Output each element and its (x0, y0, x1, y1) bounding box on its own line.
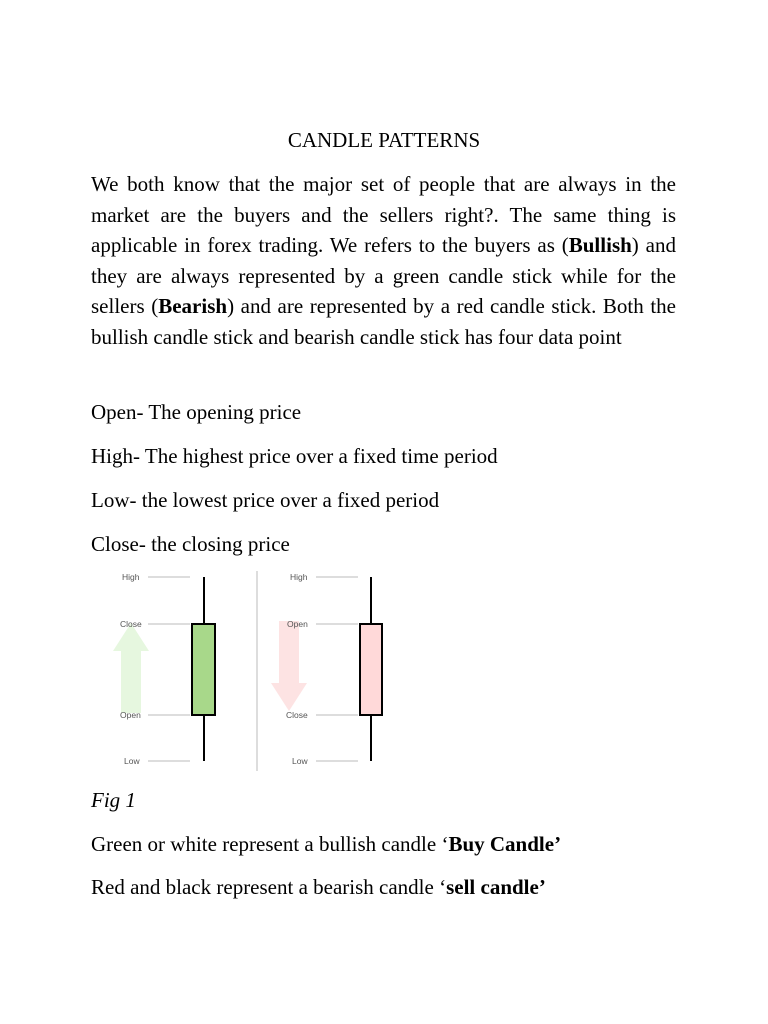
candle-diagram (110, 565, 400, 777)
bearish-candle-panel (271, 572, 382, 766)
sell-candle-term: sell candle (446, 875, 539, 899)
summary-bullish (91, 830, 561, 858)
bearish-term: Bearish (158, 294, 228, 318)
bearish-down-arrow (271, 621, 307, 711)
bearish-label-open: Open (287, 619, 308, 629)
bearish-label-low: Low (292, 756, 308, 766)
summary-bearish (91, 873, 546, 901)
definition-high: High- The highest price over a fixed time period (91, 444, 498, 468)
bullish-term: Bullish (568, 233, 632, 257)
bullish-label-high: High (122, 572, 140, 582)
bullish-candle-body (192, 624, 215, 715)
summary-bearish-text: Red and black represent a bearish candle ‘ (91, 875, 447, 899)
definition-close: Close- the closing price (91, 532, 290, 556)
figure-caption: Fig 1 (91, 788, 136, 812)
bullish-label-low: Low (124, 756, 140, 766)
intro-text-2: ) and they are always represented by a green candle stick while for the sellers ( (91, 233, 676, 318)
candle-figure (110, 565, 400, 777)
bearish-label-close: Close (286, 710, 308, 720)
bearish-label-high: High (290, 572, 308, 582)
summary-bullish-quote: ’ (554, 832, 562, 856)
definition-open: Open- The opening price (91, 400, 302, 424)
bullish-up-arrow (113, 623, 149, 713)
bullish-candle-panel (113, 572, 215, 766)
summary-bearish-quote: ’ (538, 875, 546, 899)
bullish-label-close: Close (120, 619, 142, 629)
bullish-label-open: Open (120, 710, 141, 720)
summary-bullish-text: Green or white represent a bullish candle ‘ (91, 832, 449, 856)
buy-candle-term: Buy Candle (448, 832, 555, 856)
intro-paragraph (91, 169, 676, 352)
intro-text-3: ) and are represented by a red candle stick. Both the bullish candle stick and bearish candle stick has four data point (91, 294, 676, 349)
definition-low: Low- the lowest price over a fixed period (91, 488, 440, 512)
intro-text-1: We both know that the major set of people that are always in the market are the buyers and the sellers right?. The same thing is applicable in forex trading. We refers to the buyers as ( (91, 172, 676, 257)
document-title: CANDLE PATTERNS (287, 128, 481, 152)
bearish-candle-body (360, 624, 382, 715)
